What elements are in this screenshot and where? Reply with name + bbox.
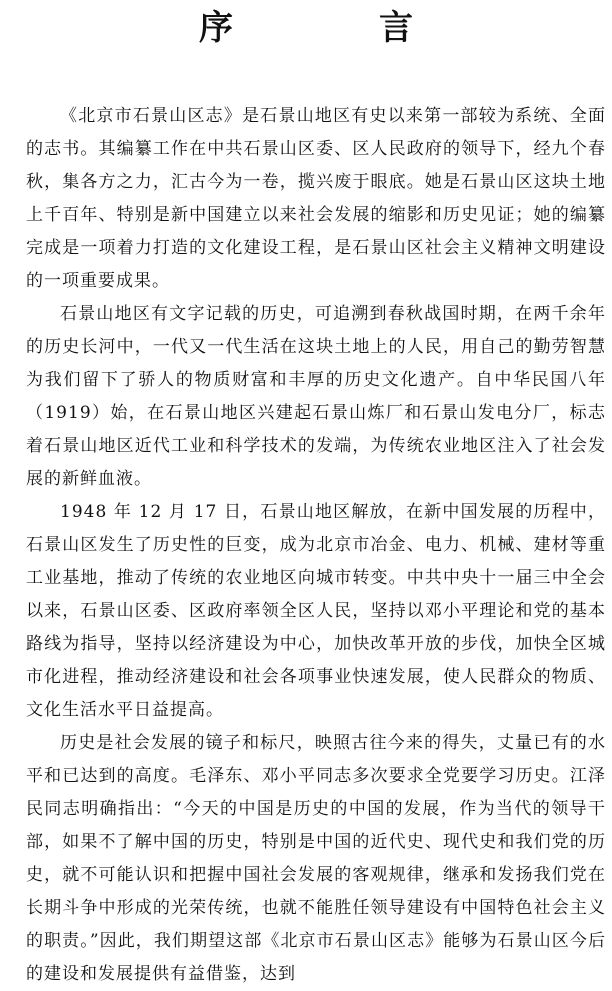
- paragraph: 石景山地区有文字记载的历史，可追溯到春秋战国时期，在两千余年的历史长河中，一代又一代生活在这块土地上的人民，用自己的勤劳智慧为我们留下了骄人的物质财富和丰厚的历史文化遗产。自中华民国八年（1919）始，在石景山地区兴建起石景山炼厂和石景山发电分厂，标志着石景山地区近代工业和科学技术的发端，为传统农业地区注入了社会发展的新鲜血液。: [26, 304, 606, 489]
- page-title: 序 言: [199, 8, 469, 48]
- paragraph: 《北京市石景山区志》是石景山地区有史以来第一部较为系统、全面的志书。其编纂工作在中共石景山区委、区人民政府的领导下，经九个春秋，集各方之力，汇古今为一卷，揽兴废于眼底。她是石景山区这块土地上千百年、特别是新中国建立以来社会发展的缩影和历史见证；她的编纂完成是一项着力打造的文化建设工程，是石景山区社会主义精神文明建设的一项重要成果。: [26, 106, 606, 291]
- paragraph: 历史是社会发展的镜子和标尺，映照古往今来的得失，丈量已有的水平和已达到的高度。毛泽东、邓小平同志多次要求全党要学习历史。江泽民同志明确指出：“今天的中国是历史的中国的发展，作为当代的领导干部，如果不了解中国的历史，特别是中国的近代史、现代史和我们党的历史，就不可能认识和把握中国社会发展的客观规律，继承和发扬我们党在长期斗争中形成的光荣传统，也就不能胜任领导建设有中国特色社会主义的职责。”因此，我们期望这部《北京市石景山区志》能够为石景山区今后的建设和发展提供有益借鉴，达到: [26, 733, 606, 984]
- paragraph: 1948 年 12 月 17 日，石景山地区解放，在新中国发展的历程中，石景山区发生了历史性的巨变，成为北京市冶金、电力、机械、建材等重工业基地，推动了传统的农业地区向城市转变。中共中央十一届三中全会以来，石景山区委、区政府率领全区人民，坚持以邓小平理论和党的基本路线为指导，坚持以经济建设为中心，加快改革开放的步伐，加快全区城市化进程，推动经济建设和社会各项事业快速发展，使人民群众的物质、文化生活水平日益提高。: [26, 502, 606, 720]
- preface-body: [26, 100, 606, 991]
